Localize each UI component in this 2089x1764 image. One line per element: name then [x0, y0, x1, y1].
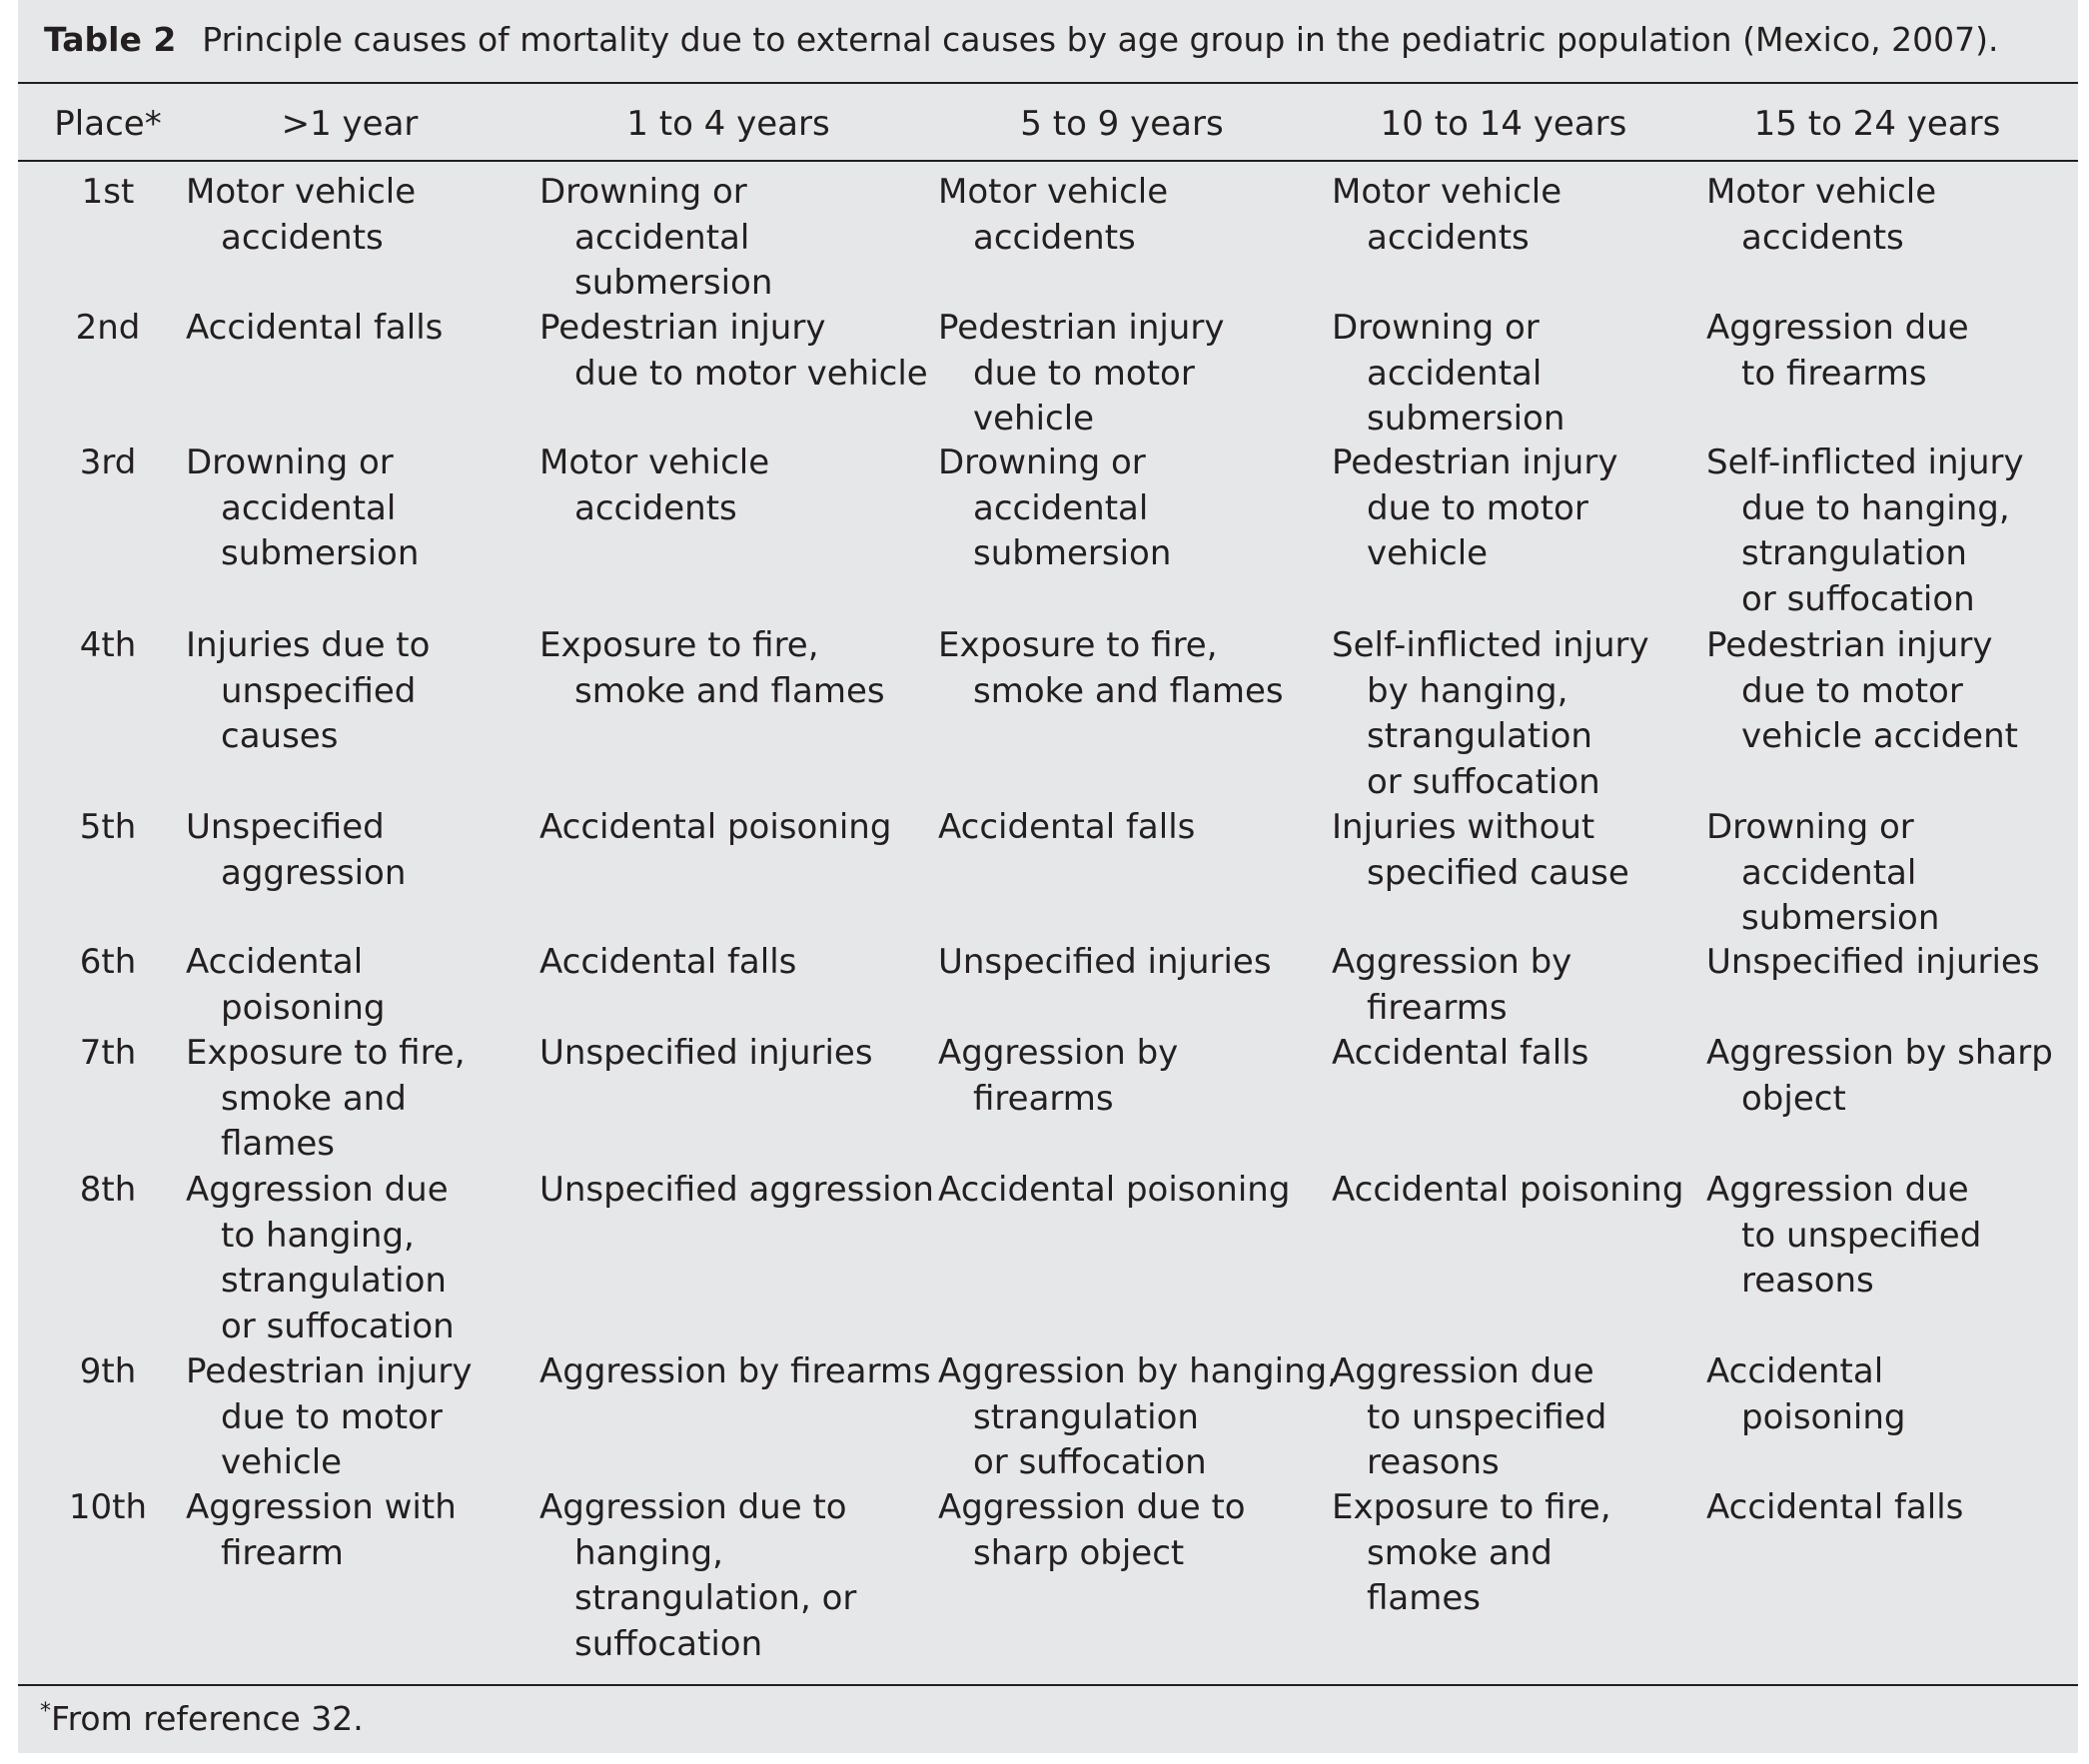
cell-line: Accidental falls	[938, 807, 1196, 847]
cell-line: Motor vehicle	[1332, 172, 1563, 212]
cell-line: to firearms	[1741, 353, 1927, 394]
table-cell	[1706, 170, 1936, 261]
header-5-to-9-years: 5 to 9 years	[1020, 104, 1224, 144]
cell-line: Accidental poisoning	[539, 807, 892, 847]
table-cell	[186, 306, 443, 352]
table-cell	[938, 1485, 1246, 1576]
table-cell	[1332, 170, 1562, 261]
table-cell	[1332, 805, 1629, 896]
table-cell	[186, 441, 419, 577]
table-cell	[1706, 441, 2024, 622]
cell-line: vehicle	[221, 1442, 343, 1482]
cell-line: Aggression with	[186, 1487, 457, 1527]
table-cell	[186, 1485, 457, 1576]
place-cell: 8th	[79, 1170, 137, 1210]
cell-line: submersion	[1367, 399, 1566, 439]
table-cell	[1332, 1349, 1606, 1486]
table-cell	[539, 940, 796, 986]
table-cell	[1332, 1168, 1683, 1214]
cell-line: Accidental falls	[1332, 1033, 1589, 1073]
table-cell	[186, 623, 430, 760]
table-cell	[938, 441, 1171, 577]
cell-line: Exposure to fire,	[938, 625, 1218, 665]
place-cell: 10th	[68, 1487, 148, 1527]
table-cell	[1706, 940, 2040, 986]
cell-line: accidents	[574, 487, 737, 528]
header-1-to-4-years: 1 to 4 years	[626, 104, 830, 144]
table-footnote	[40, 1697, 364, 1741]
table-cell	[938, 1349, 1338, 1486]
cell-line: Pedestrian injury	[938, 308, 1225, 348]
table-cell	[938, 1168, 1290, 1214]
table-cell	[938, 623, 1284, 714]
place-cell: 2nd	[75, 308, 141, 348]
cell-line: Accidental poisoning	[1332, 1170, 1684, 1210]
cell-line: strangulation	[973, 1396, 1199, 1437]
cell-line: Aggression due	[186, 1170, 449, 1210]
table-title: Principle causes of mortality due to external causes by age group in the pediatric population (Mexico, 2007).	[202, 20, 1999, 59]
table-cell	[186, 1168, 455, 1349]
table-caption	[44, 18, 1999, 62]
cell-line: accidental	[973, 487, 1149, 528]
cell-line: Accidental	[1706, 1351, 1884, 1391]
table-cell	[1706, 1349, 1905, 1440]
table-cell	[1332, 441, 1617, 577]
cell-line: by hanging,	[1367, 670, 1568, 711]
table-cell	[186, 1349, 472, 1486]
cell-line: smoke and	[1367, 1532, 1553, 1573]
cell-line: Unspecified aggression	[539, 1170, 934, 1210]
cell-line: Drowning or	[1332, 308, 1540, 348]
cell-line: to hanging,	[221, 1215, 415, 1256]
cell-line: Exposure to fire,	[186, 1033, 466, 1073]
table-cell	[1706, 623, 2018, 760]
place-cell: 9th	[79, 1351, 137, 1391]
table-cell	[539, 306, 928, 397]
header-place: Place*	[54, 104, 162, 144]
cell-line: or suffocation	[973, 1442, 1207, 1482]
cell-line: submersion	[1741, 898, 1940, 938]
cell-line: Motor vehicle	[938, 172, 1169, 212]
table-cell	[1706, 1031, 2053, 1122]
cell-line: vehicle accident	[1741, 716, 2018, 756]
place-cell: 3rd	[79, 442, 137, 482]
table-cell	[539, 805, 891, 851]
cell-line: Self-inflicted injury	[1706, 442, 2024, 482]
place-cell: 4th	[79, 625, 137, 665]
footnote-mark: *	[40, 1699, 51, 1724]
cell-line: Pedestrian injury	[1706, 625, 1993, 665]
cell-line: Exposure to fire,	[539, 625, 819, 665]
cell-line: Aggression by firearms	[539, 1351, 931, 1391]
header-10-to-14-years: 10 to 14 years	[1380, 104, 1627, 144]
cell-line: Motor vehicle	[1706, 172, 1937, 212]
cell-line: Motor vehicle	[539, 442, 770, 482]
cell-line: or suffocation	[1741, 578, 1975, 619]
cell-line: strangulation	[221, 1261, 447, 1301]
place-cell: 1st	[81, 172, 135, 212]
cell-line: Exposure to fire,	[1332, 1487, 1611, 1527]
cell-line: specified cause	[1367, 852, 1629, 893]
cell-line: Unspecified injuries	[1706, 942, 2040, 982]
top-rule	[18, 82, 2078, 84]
table-cell	[1332, 940, 1571, 1031]
cell-line: Pedestrian injury	[186, 1351, 473, 1391]
cell-line: Pedestrian injury	[539, 308, 826, 348]
table-cell	[539, 441, 769, 531]
cell-line: submersion	[221, 533, 420, 573]
cell-line: or suffocation	[221, 1306, 455, 1346]
table-cell	[1332, 1031, 1588, 1077]
cell-line: Drowning or	[186, 442, 394, 482]
cell-line: strangulation	[1741, 533, 1967, 573]
table-cell	[186, 1031, 466, 1168]
cell-line: suffocation	[574, 1623, 763, 1664]
header-15-to-24-years: 15 to 24 years	[1753, 104, 2001, 144]
cell-line: reasons	[1741, 1261, 1874, 1301]
cell-line: due to motor	[1741, 670, 1963, 711]
cell-line: accidents	[221, 217, 384, 258]
cell-line: Accidental falls	[1706, 1487, 1964, 1527]
place-cell: 5th	[79, 807, 137, 847]
cell-line: Aggression by	[1332, 942, 1572, 982]
place-cell: 6th	[79, 942, 137, 982]
table-cell	[186, 940, 385, 1031]
cell-line: hanging,	[574, 1532, 723, 1573]
cell-line: due to motor	[221, 1396, 443, 1437]
cell-line: Self-inflicted injury	[1332, 625, 1649, 665]
cell-line: smoke and flames	[973, 670, 1284, 711]
cell-line: vehicle	[1367, 533, 1489, 573]
cell-line: Pedestrian injury	[1332, 442, 1618, 482]
cell-line: Injuries without	[1332, 807, 1595, 847]
table-cell	[1332, 1485, 1611, 1622]
cell-line: Motor vehicle	[186, 172, 417, 212]
cell-line: Drowning or	[938, 442, 1146, 482]
cell-line: submersion	[574, 263, 773, 303]
cell-line: flames	[221, 1124, 336, 1164]
cell-line: Aggression due	[1332, 1351, 1594, 1391]
table-cell	[539, 1349, 931, 1395]
cell-line: Aggression by	[938, 1033, 1179, 1073]
cell-line: Accidental poisoning	[938, 1170, 1291, 1210]
cell-line: Aggression by hanging,	[938, 1351, 1339, 1391]
cell-line: Aggression due to	[938, 1487, 1246, 1527]
table-cell	[186, 170, 416, 261]
cell-line: accidental	[221, 487, 397, 528]
table-cell	[938, 940, 1272, 986]
cell-line: due to motor	[973, 353, 1195, 394]
cell-line: poisoning	[221, 987, 386, 1028]
cell-line: Accidental falls	[539, 942, 797, 982]
cell-line: accidents	[973, 217, 1136, 258]
cell-line: Aggression due	[1706, 308, 1969, 348]
cell-line: Unspecified injuries	[938, 942, 1272, 982]
cell-line: sharp object	[973, 1532, 1185, 1573]
cell-line: causes	[221, 716, 339, 756]
cell-line: submersion	[973, 533, 1172, 573]
cell-line: smoke and	[221, 1078, 407, 1119]
table-cell	[1706, 805, 1939, 942]
cell-line: vehicle	[973, 399, 1095, 439]
cell-line: strangulation	[1367, 716, 1592, 756]
table-cell	[186, 805, 406, 896]
cell-line: strangulation, or	[574, 1578, 857, 1618]
place-cell: 7th	[79, 1033, 137, 1073]
cell-line: Unspecified	[186, 807, 385, 847]
cell-line: accidental	[1741, 852, 1917, 893]
cell-line: Unspecified injuries	[539, 1033, 873, 1073]
cell-line: Aggression due	[1706, 1170, 1969, 1210]
cell-line: reasons	[1367, 1442, 1500, 1482]
header-rule	[18, 160, 2078, 162]
cell-line: Accidental falls	[186, 308, 444, 348]
cell-line: Drowning or	[1706, 807, 1914, 847]
footnote-text: From reference 32.	[51, 1699, 364, 1738]
table-cell	[938, 306, 1224, 442]
table-cell	[938, 1031, 1178, 1122]
cell-line: Accidental	[186, 942, 364, 982]
table-cell	[539, 1031, 873, 1077]
cell-line: flames	[1367, 1578, 1482, 1618]
table-cell	[539, 1168, 934, 1214]
table-cell	[938, 170, 1168, 261]
table-cell	[938, 805, 1195, 851]
cell-line: to unspecified	[1741, 1215, 1982, 1256]
table-cell	[539, 170, 772, 307]
cell-line: unspecified	[221, 670, 417, 711]
table-cell	[539, 623, 885, 714]
cell-line: object	[1741, 1078, 1846, 1119]
cell-line: due to motor vehicle	[574, 353, 928, 394]
cell-line: due to hanging,	[1741, 487, 2010, 528]
cell-line: to unspecified	[1367, 1396, 1607, 1437]
cell-line: firearms	[973, 1078, 1114, 1119]
cell-line: poisoning	[1741, 1396, 1906, 1437]
cell-line: Injuries due to	[186, 625, 431, 665]
bottom-rule	[18, 1684, 2078, 1686]
cell-line: accidents	[1741, 217, 1904, 258]
table-cell	[1706, 306, 1969, 397]
cell-line: Drowning or	[539, 172, 747, 212]
cell-line: due to motor	[1367, 487, 1588, 528]
cell-line: firearms	[1367, 987, 1508, 1028]
table-cell	[1706, 1168, 1981, 1305]
table-panel	[18, 0, 2078, 1753]
cell-line: accidental	[1367, 353, 1543, 394]
cell-line: Aggression by sharp	[1706, 1033, 2053, 1073]
table-cell	[539, 1485, 856, 1667]
table-label: Table 2	[44, 20, 177, 59]
table-cell	[1332, 306, 1565, 442]
table-cell	[1332, 623, 1649, 805]
cell-line: firearm	[221, 1532, 344, 1573]
cell-line: accidents	[1367, 217, 1530, 258]
header-under-1-year: >1 year	[281, 104, 419, 144]
cell-line: aggression	[221, 852, 407, 893]
table-cell	[1706, 1485, 1963, 1531]
cell-line: or suffocation	[1367, 761, 1600, 802]
cell-line: Aggression due to	[539, 1487, 847, 1527]
cell-line: accidental	[574, 217, 750, 258]
cell-line: smoke and flames	[574, 670, 885, 711]
